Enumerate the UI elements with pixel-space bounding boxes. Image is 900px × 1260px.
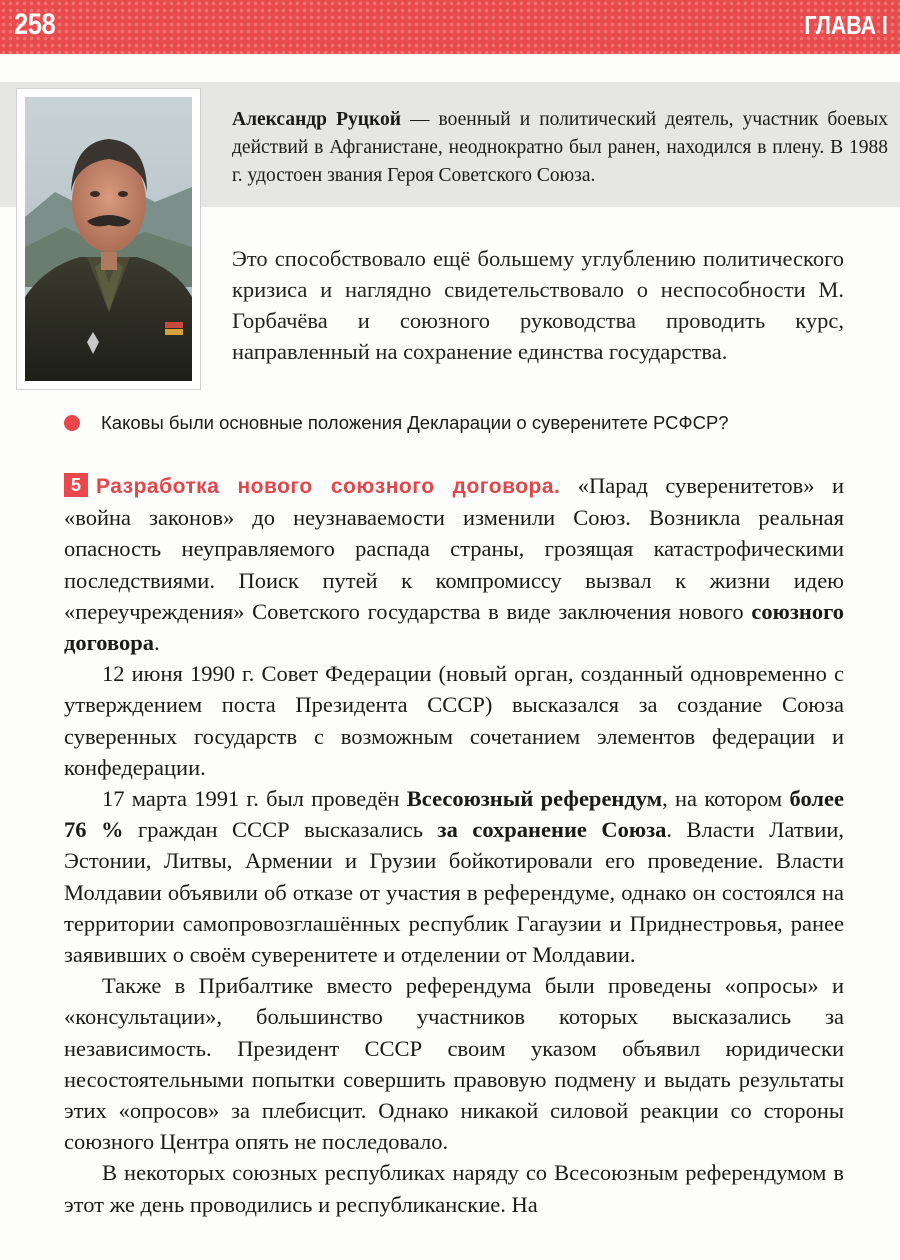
portrait-photo <box>25 97 192 381</box>
bio-caption <box>232 106 888 190</box>
bio-name: Александр Руцкой <box>232 109 401 130</box>
text-run: . Власти Латвии, Эстонии, Литвы, Армении и Грузии бойкотировали его проведение. Власти Молдавии объявили об отказе от участия в референдуме, однако он состоялся на территории самопровозглашённых республик Гагаузии и Приднестровья, ранее заявивших о своём суверенитете и отделении от Молдавии. <box>64 817 844 968</box>
section-paragraph-1 <box>64 470 844 658</box>
section-body <box>64 470 844 1220</box>
section-paragraph-4: Также в Прибалтике вместо референдума были проведены «опросы» и «консультации», большинство участников которых высказались за независимость. Президент СССР своим указом объявил юридически несостоятельными попытки совершить правовую подмену и выдать результаты этих «опросов» за плебисцит. Однако никакой силовой реакции со стороны союзного Центра опять не последовало. <box>64 973 844 1155</box>
section-paragraph-5: В некоторых союзных республиках наряду со Всесоюзным референдумом в этот же день проводились и республиканские. На <box>64 1160 844 1217</box>
chapter-label: ГЛАВА I <box>804 10 888 40</box>
section-number-badge: 5 <box>64 473 88 497</box>
section-paragraph-3 <box>64 783 844 970</box>
bio-description: — военный и политический деятель, участник боевых действий в Афганистане, неоднократно был ранен, находился в плену. В 1988 г. удостоен звания Героя Советского Союза. <box>232 109 888 186</box>
page-header <box>0 0 900 54</box>
review-question: Каковы были основные положения Декларации о суверенитете РСФСР? <box>101 412 729 433</box>
text-run: «Парад суверенитетов» и «война законов» до неузнаваемости изменили Союз. Возникла реальная опасность неуправляемого распада страны, грозящая катастрофическими последствиями. Поиск путей к компромиссу вызвал к жизни идею «переучреждения» Советского государства в виде заключения нового <box>64 473 844 624</box>
paragraph-crisis: Это способствовало ещё большему углублению политического кризиса и наглядно свидетельствовало о неспособности М. Горбачёва и союзного руководства проводить курс, направленный на сохранение единства государства. <box>232 246 844 364</box>
portrait-frame <box>16 88 201 390</box>
page-number: 258 <box>14 8 56 41</box>
text-run: 17 марта 1991 г. был проведён <box>102 786 407 812</box>
text-run: , на котором <box>662 786 790 812</box>
bold-term: более 76 % <box>64 786 844 843</box>
bold-term: союзного договора <box>64 598 844 656</box>
section-paragraph-2: 12 июня 1990 г. Совет Федерации (новый орган, созданный одновременно с утверждением поста Президента СССР) высказался за создание Союза суверенных государств с возможным сочетанием элементов федерации и конфедерации. <box>64 661 844 780</box>
text-run: . <box>154 630 160 656</box>
question-bullet-icon <box>64 415 80 431</box>
bold-term: Всесоюзный референдум <box>406 786 663 812</box>
bold-term: за сохранение Союза <box>437 817 667 843</box>
text-run: граждан СССР высказались <box>123 817 438 843</box>
section-title: Разработка нового союзного договора. <box>96 475 561 498</box>
